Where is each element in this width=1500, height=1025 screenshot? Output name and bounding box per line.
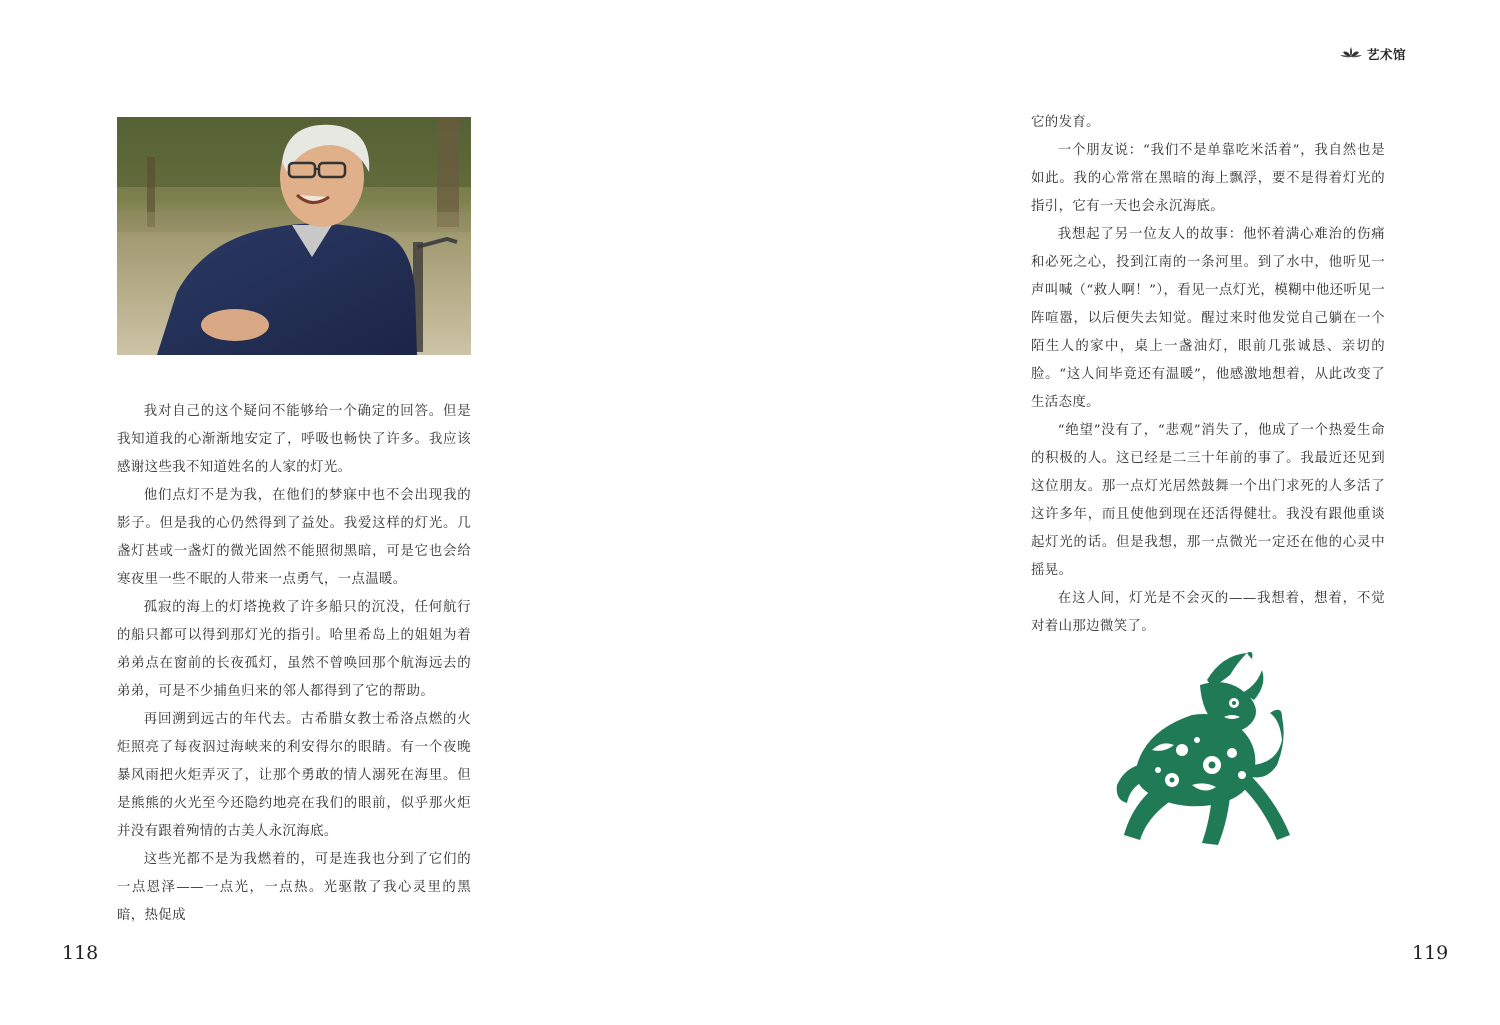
left-page-body: [117, 398, 471, 930]
section-label: 艺术馆: [1367, 46, 1407, 62]
papercut-ox-illustration: [1112, 645, 1292, 850]
section-header: [1339, 44, 1406, 63]
paragraph: 再回溯到远古的年代去。古希腊女教士希洛点燃的火炬照亮了每夜泅过海峡来的利安得尔的眼睛。有一个夜晚暴风雨把火炬弄灭了，让那个勇敢的情人溺死在海里。但是熊熊的火光至今还隐约地亮在我们的眼前，似乎那火炬并没有跟着殉情的古美人永沉海底。: [117, 712, 471, 839]
paragraph: “绝望”没有了，“悲观”消失了，他成了一个热爱生命的积极的人。这已经是二三十年前的事了。我最近还见到这位朋友。那一点灯光居然鼓舞一个出门求死的人多活了这许多年，而且使他到现在还活得健壮。我没有跟他重谈起灯光的话。但是我想，那一点微光一定还在他的心灵中摇晃。: [1031, 423, 1385, 578]
paragraph: 一个朋友说：“我们不是单靠吃米活着”，我自然也是如此。我的心常常在黑暗的海上飘浮，要不是得着灯光的指引，它有一天也会永沉海底。: [1031, 143, 1385, 214]
right-page-body: [1031, 109, 1385, 641]
portrait-photo: [117, 117, 471, 355]
lotus-ornament-icon: [1339, 44, 1363, 63]
page-number-left: 118: [62, 942, 99, 964]
page-number-right: 119: [1412, 942, 1449, 964]
portrait-photo-image: [117, 117, 471, 355]
paragraph: 它的发育。: [1031, 115, 1100, 130]
paragraph: 这些光都不是为我燃着的，可是连我也分到了它们的一点恩泽——一点光，一点热。光驱散了我心灵里的黑暗，热促成: [117, 852, 471, 923]
paragraph: 我对自己的这个疑问不能够给一个确定的回答。但是我知道我的心渐渐地安定了，呼吸也畅快了许多。我应该感谢这些我不知道姓名的人家的灯光。: [117, 404, 471, 475]
paragraph: 在这人间，灯光是不会灭的——我想着，想着，不觉对着山那边微笑了。: [1031, 591, 1385, 634]
paragraph: 孤寂的海上的灯塔挽救了许多船只的沉没，任何航行的船只都可以得到那灯光的指引。哈里希岛上的姐姐为着弟弟点在窗前的长夜孤灯，虽然不曾唤回那个航海远去的弟弟，可是不少捕鱼归来的邻人都得到了它的帮助。: [117, 600, 471, 699]
paragraph: 他们点灯不是为我，在他们的梦寐中也不会出现我的影子。但是我的心仍然得到了益处。我爱这样的灯光。几盏灯甚或一盏灯的微光固然不能照彻黑暗，可是它也会给寒夜里一些不眠的人带来一点勇气，一点温暖。: [117, 488, 471, 587]
paragraph: 我想起了另一位友人的故事：他怀着满心难治的伤痛和必死之心，投到江南的一条河里。到了水中，他听见一声叫喊（“救人啊！”），看见一点灯光，模糊中他还听见一阵喧嚣，以后便失去知觉。醒过来时他发觉自己躺在一个陌生人的家中，桌上一盏油灯，眼前几张诚恳、亲切的脸。“这人间毕竟还有温暖”，他感激地想着，从此改变了生活态度。: [1031, 227, 1385, 410]
right-page: [750, 0, 1500, 1025]
